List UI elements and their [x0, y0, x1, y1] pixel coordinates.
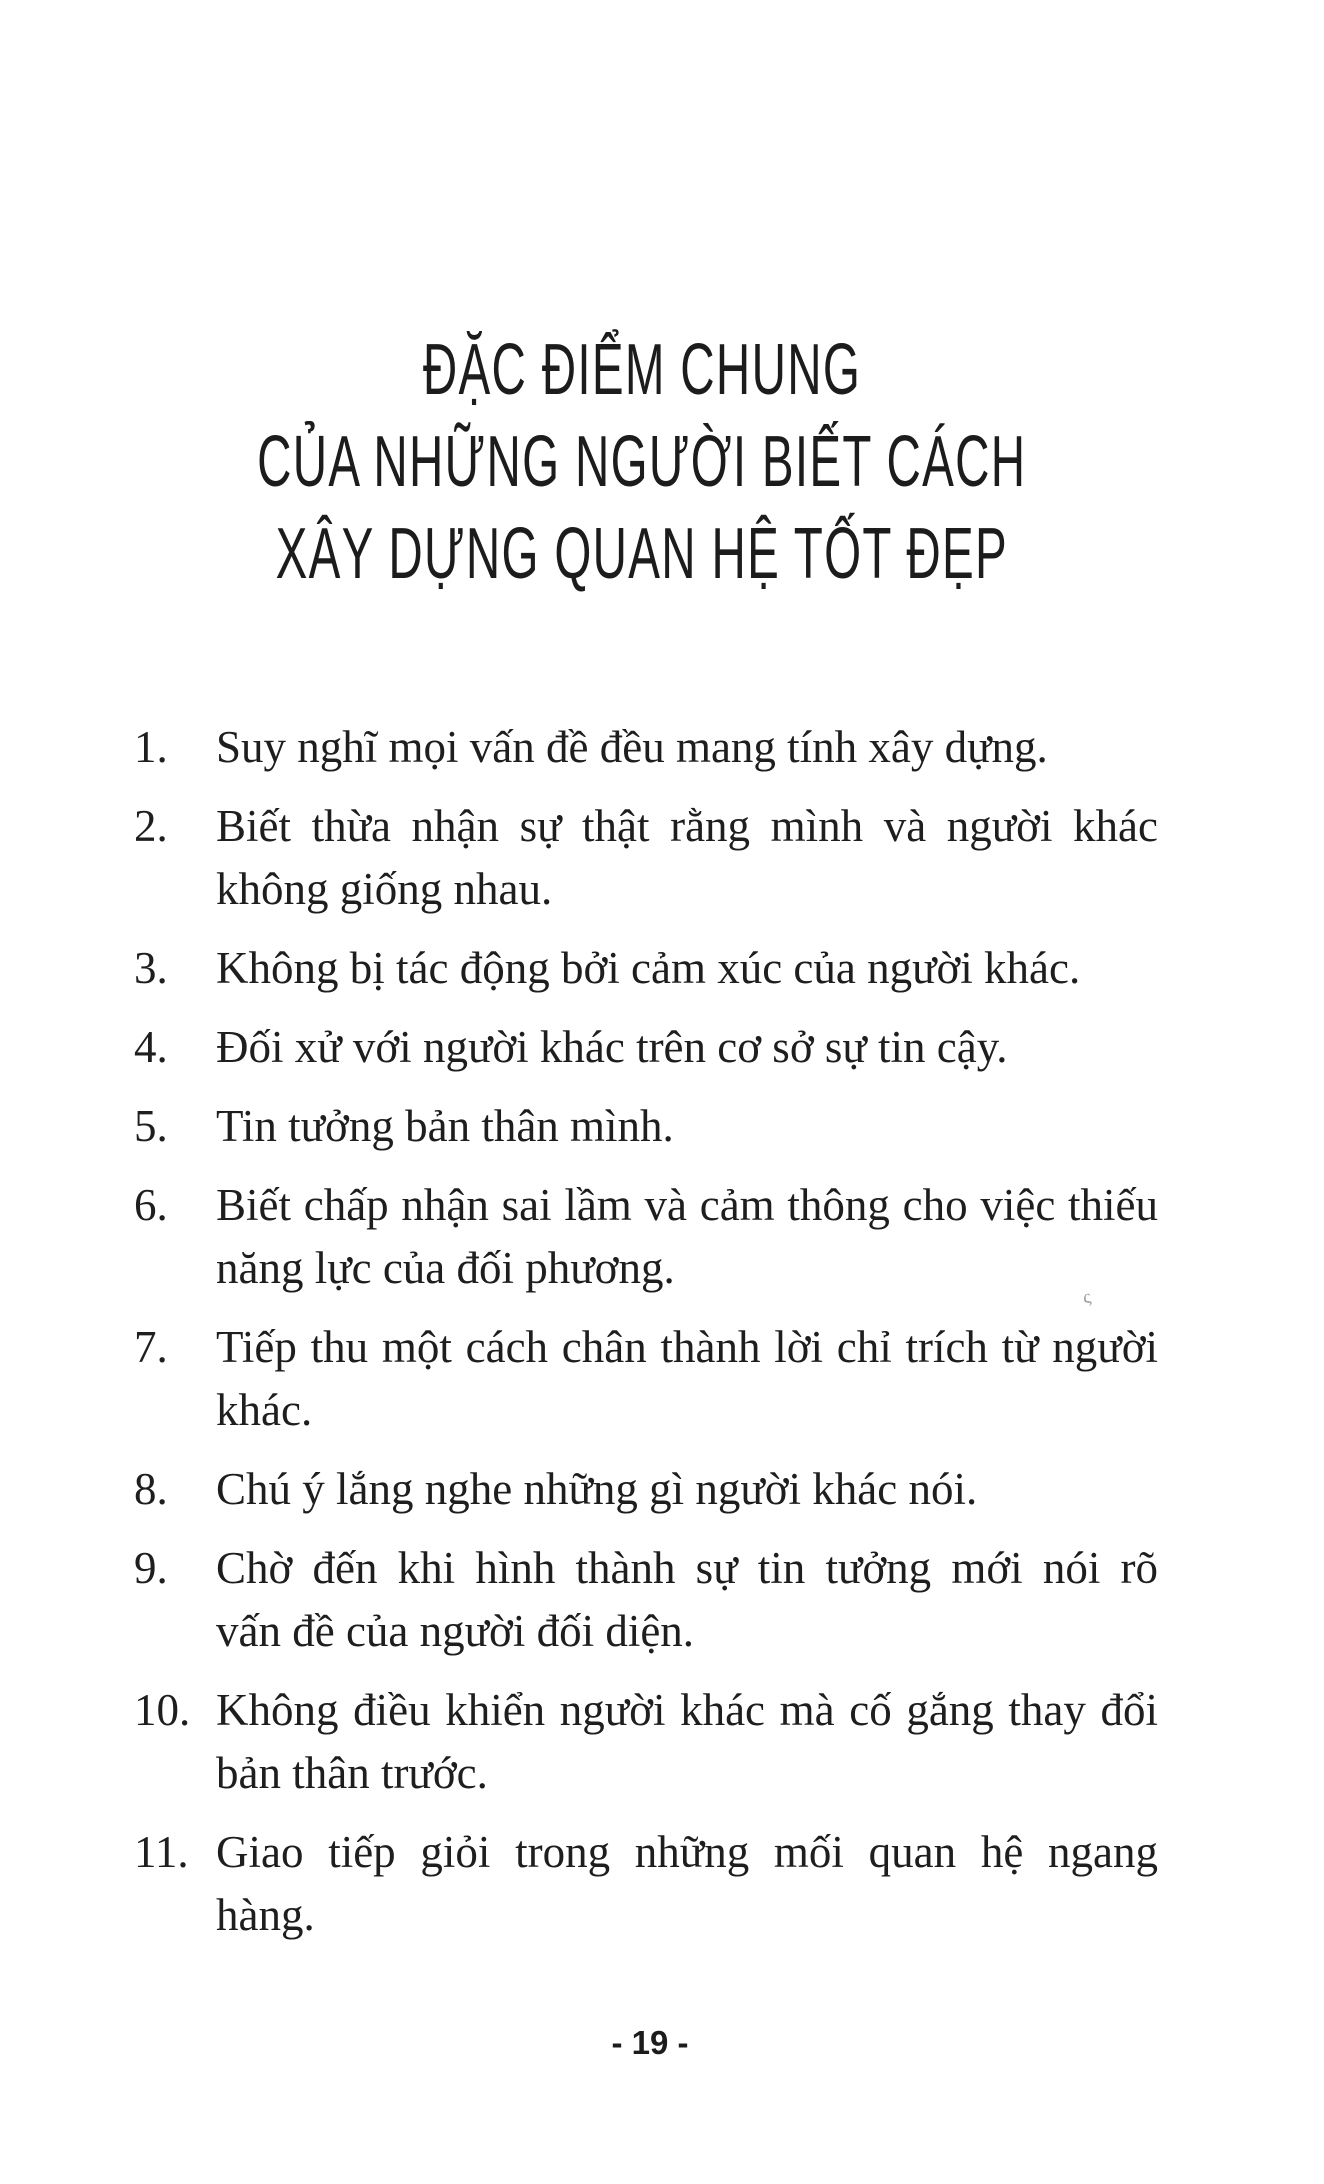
item-number: 10. — [134, 1685, 191, 1735]
title-line-2: CỦA NHỮNG NGƯỜI BIẾT CÁCH — [257, 422, 1027, 502]
numbered-list — [134, 716, 1158, 1963]
item-number: 8. — [134, 1464, 168, 1514]
text-line: Không điều khiển người khác mà cố gắng thay đổi — [216, 1685, 1158, 1735]
item-number: 4. — [134, 1022, 168, 1072]
item-number: 9. — [134, 1543, 168, 1593]
list-item — [134, 1316, 1158, 1442]
title-line-1: ĐẶC ĐIỂM CHUNG — [422, 330, 862, 410]
item-text — [216, 795, 1158, 921]
item-text — [216, 716, 1158, 779]
list-item — [134, 1174, 1158, 1300]
list-item — [134, 1016, 1158, 1079]
item-number: 11. — [134, 1827, 189, 1877]
item-text — [216, 1679, 1158, 1805]
text-line: không giống nhau. — [216, 864, 553, 914]
text-line: Giao tiếp giỏi trong những mối quan hệ ngang — [216, 1827, 1158, 1877]
item-text — [216, 1537, 1158, 1663]
page-title — [0, 324, 1304, 600]
scan-artifact: ς — [1080, 1286, 1093, 1309]
title-line-3: XÂY DỰNG QUAN HỆ TỐT ĐẸP — [275, 514, 1009, 594]
item-text — [216, 1095, 1158, 1158]
text-line: Biết chấp nhận sai lầm và cảm thông cho việc thiếu — [216, 1180, 1158, 1230]
list-item — [134, 1537, 1158, 1663]
item-text — [216, 1458, 1158, 1521]
item-text — [216, 937, 1158, 1000]
item-number: 5. — [134, 1101, 168, 1151]
text-line: Tiếp thu một cách chân thành lời chỉ trích từ người — [216, 1322, 1158, 1372]
list-item — [134, 1458, 1158, 1521]
list-item — [134, 716, 1158, 779]
item-text — [216, 1821, 1158, 1947]
item-number: 3. — [134, 943, 168, 993]
text-line: Biết thừa nhận sự thật rằng mình và người khác — [216, 801, 1158, 851]
text-line: Chờ đến khi hình thành sự tin tưởng mới nói rõ — [216, 1543, 1158, 1593]
text-line: bản thân trước. — [216, 1748, 488, 1798]
list-item — [134, 937, 1158, 1000]
item-text — [216, 1174, 1158, 1300]
item-number: 6. — [134, 1180, 168, 1230]
list-item — [134, 1679, 1158, 1805]
list-item — [134, 795, 1158, 921]
text-line: hàng. — [216, 1890, 315, 1940]
page-number: - 19 - — [611, 2024, 689, 2061]
text-line: Suy nghĩ mọi vấn đề đều mang tính xây dựng. — [216, 722, 1048, 772]
text-line: Không bị tác động bởi cảm xúc của người khác. — [216, 943, 1081, 993]
text-line: năng lực của đối phương. — [216, 1243, 675, 1293]
item-text — [216, 1316, 1158, 1442]
item-number: 1. — [134, 722, 168, 772]
list-item — [134, 1821, 1158, 1947]
text-line: khác. — [216, 1385, 313, 1435]
list-item — [134, 1095, 1158, 1158]
item-text — [216, 1016, 1158, 1079]
text-line: vấn đề của người đối diện. — [216, 1606, 695, 1656]
text-line: Chú ý lắng nghe những gì người khác nói. — [216, 1464, 978, 1514]
item-number: 7. — [134, 1322, 168, 1372]
text-line: Tin tưởng bản thân mình. — [216, 1101, 674, 1151]
item-number: 2. — [134, 801, 168, 851]
text-line: Đối xử với người khác trên cơ sở sự tin cậy. — [216, 1022, 1008, 1072]
